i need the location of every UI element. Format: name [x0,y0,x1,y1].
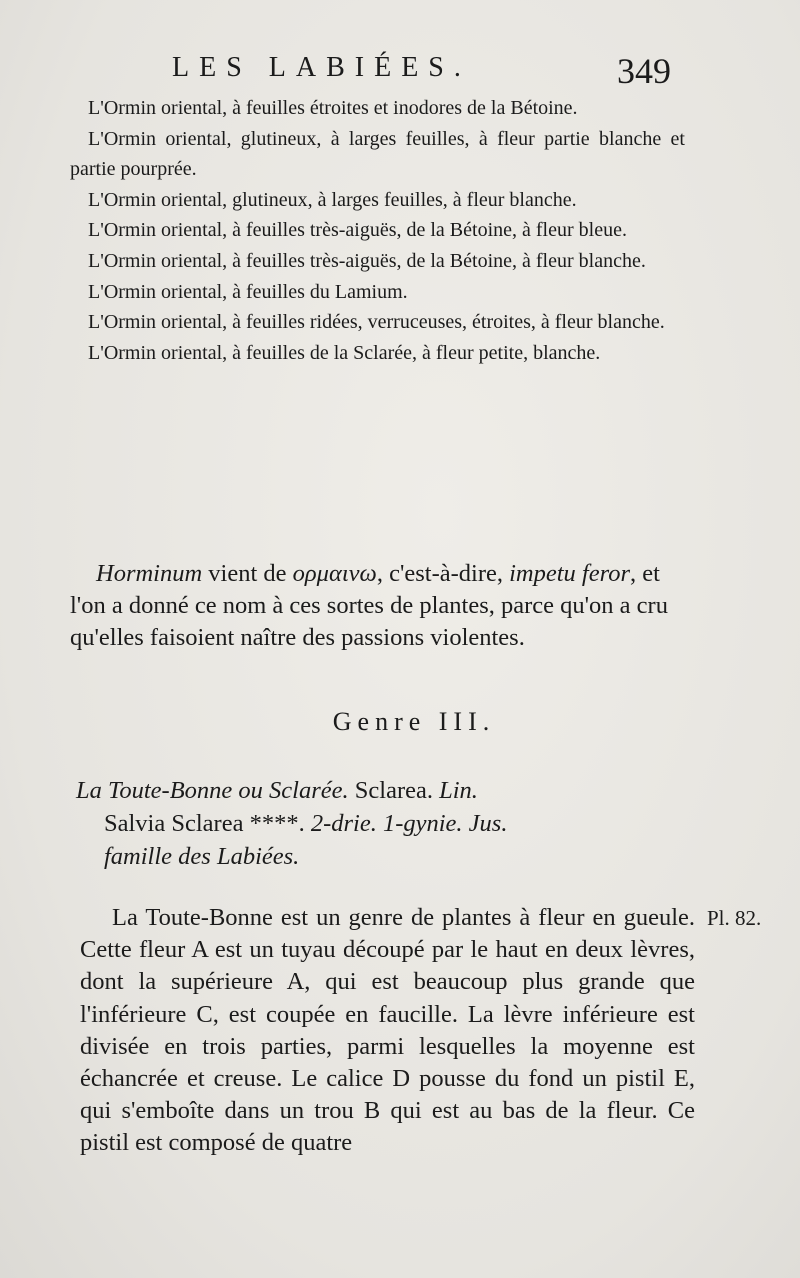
genre-heading [0,707,800,737]
species-authority: Lin. [439,777,478,804]
variety-entry: L'Ormin oriental, à feuilles étroites et inodores de la Bétoine. [88,97,578,119]
species-latin-name: Sclarea. [348,777,440,804]
etymology-text: vient de [202,560,293,587]
running-head: LES LABIÉES. [172,52,471,83]
species-family: famille des Labiées. [104,843,300,870]
etymology-text: , c'est-à-dire, [376,560,510,587]
species-binomial: Salvia Sclarea ****. [104,810,311,837]
variety-entry: L'Ormin oriental, à feuilles ridées, verruceuses, étroites, à fleur blanche. [88,311,665,334]
genre-title: Genre III. [332,707,496,736]
variety-entry: L'Ormin oriental, à feuilles très-aiguës, de la Bétoine, à fleur blanche. [88,249,646,272]
etymology-word: Horminum [96,560,203,587]
variety-entry: L'Ormin oriental, glutineux, à larges feuilles, à fleur partie blanche et partie pourprée. [70,127,685,181]
genus-description [80,902,695,1160]
etymology-text: , et l'on a donné ce nom à ces sortes de plantes, parce qu'on a cru qu'elles faisoient naître des passions violentes. [70,560,668,651]
species-classification: 2-drie. 1-gynie. Jus. [310,810,508,837]
body-paragraph: La Toute-Bonne est un genre de plantes à fleur en gueule. Cette fleur A est un tuyau découpé par le haut en deux lèvres, dont la supérieure A, qui est beaucoup plus grande que l'inférieure C, est coupée en faucille. La lèvre inférieure est divisée en trois parties, parmi lesquelles la moyenne est échancrée et creuse. Le calice D pousse du fond un pistil E, qui s'emboîte dans un trou B qui est au bas de la fleur. Ce pistil est composé de quatre [80,904,695,1157]
variety-list [70,93,685,368]
page-header [0,48,800,98]
variety-entry: L'Ormin oriental, à feuilles de la Sclarée, à fleur petite, blanche. [88,341,601,364]
variety-entry: L'Ormin oriental, glutineux, à larges feuilles, à fleur blanche. [88,188,577,211]
variety-entry: L'Ormin oriental, à feuilles très-aiguës, de la Bétoine, à fleur bleue. [88,219,627,242]
species-heading [76,774,701,873]
greek-word: ορμαινω [292,560,377,587]
page-number: 349 [617,51,671,91]
species-common-name: La Toute-Bonne ou Sclarée. [76,777,349,804]
plate-reference: Pl. 82. [707,906,762,930]
etymology-note [70,558,690,654]
variety-entry: L'Ormin oriental, à feuilles du Lamium. [88,280,408,303]
latin-phrase: impetu feror [509,560,631,587]
